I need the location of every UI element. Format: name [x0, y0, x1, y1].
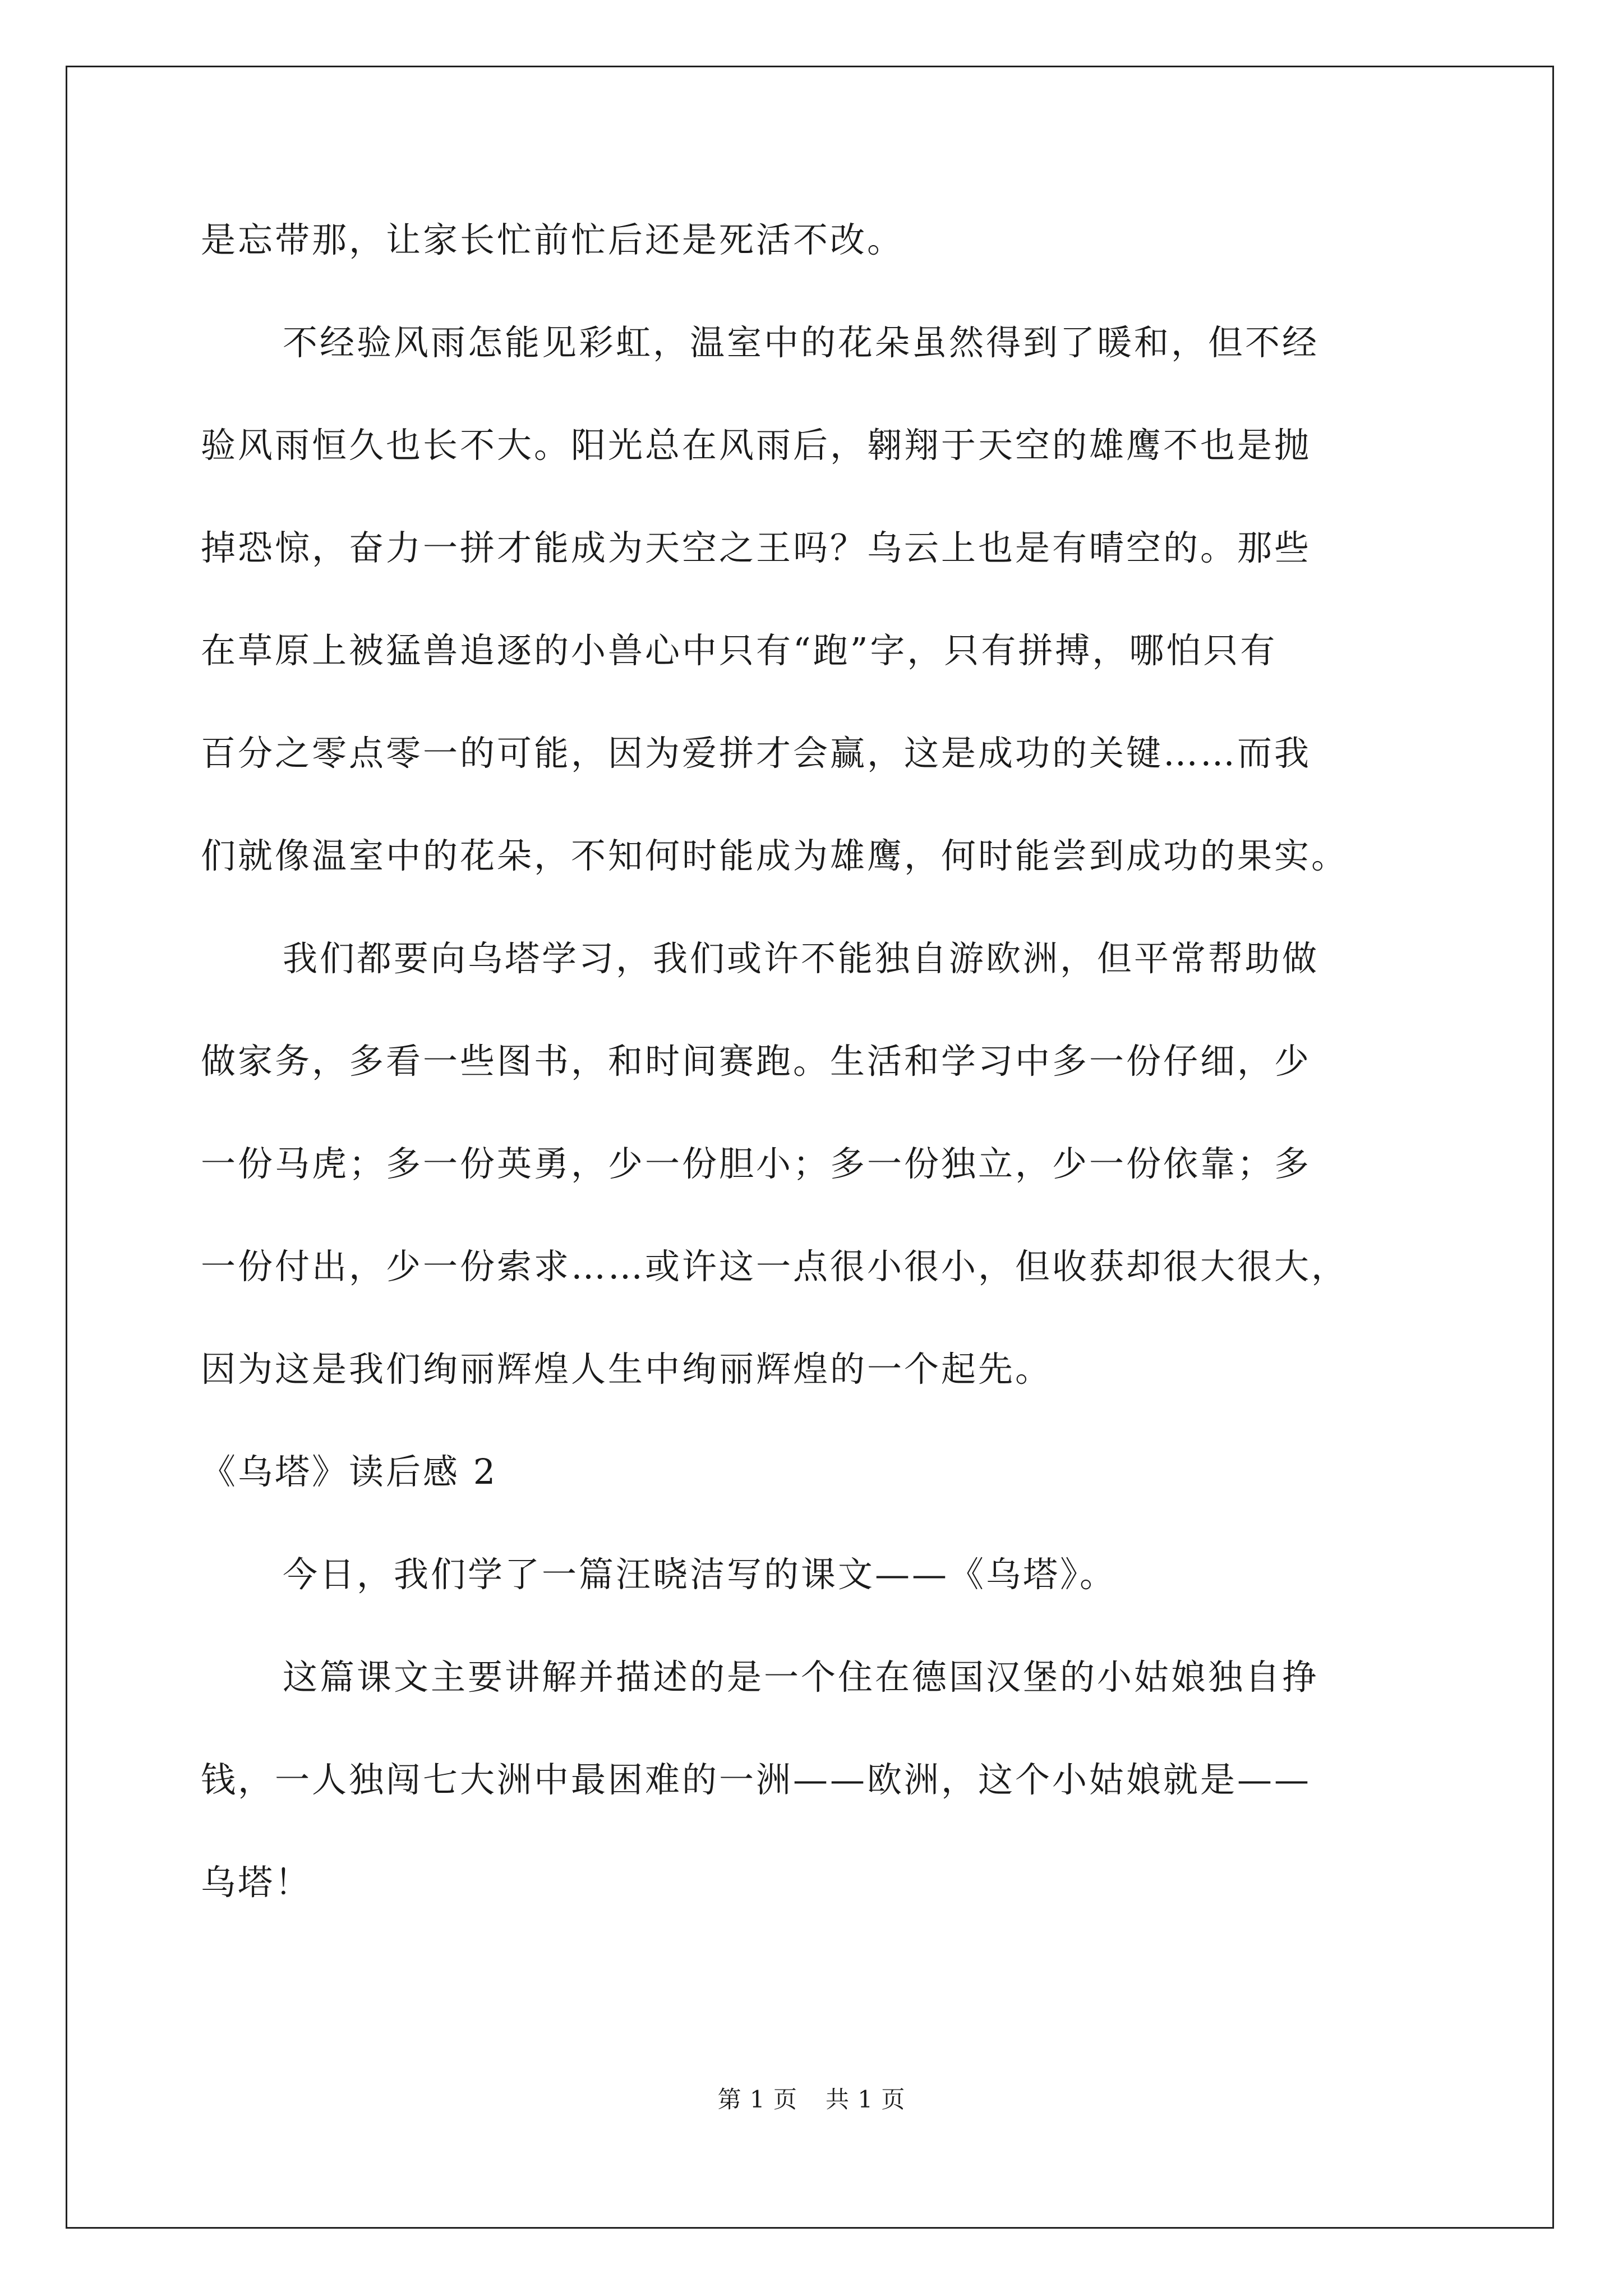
page-footer [0, 2081, 1623, 2115]
text-line: 一份付出，少一份索求……或许这一点很小很小，但收获却很大很大， [201, 1246, 1349, 1287]
page-number-current: 第 1 页 [717, 2086, 797, 2113]
text-line: 钱，一人独闯七大洲中最困难的一洲——欧洲，这个小姑娘就是—— [201, 1759, 1312, 1800]
paragraph-start-line: 不经验风雨怎能见彩虹，温室中的花朵虽然得到了暖和，但不经 [283, 322, 1320, 363]
text-line: 一份马虎；多一份英勇，少一份胆小；多一份独立，少一份依靠；多 [201, 1143, 1312, 1184]
document-body [201, 206, 1432, 1952]
paragraph-start-line: 我们都要向乌塔学习，我们或许不能独自游欧洲，但平常帮助做 [283, 938, 1320, 979]
text-line: 百分之零点零一的可能，因为爱拼才会赢，这是成功的关键……而我 [201, 733, 1312, 774]
page-number-total: 共 1 页 [826, 2086, 906, 2113]
paragraph-start-line: 今日，我们学了一篇汪晓洁写的课文——《乌塔》。 [283, 1554, 1117, 1595]
text-line: 在草原上被猛兽追逐的小兽心中只有“跑”字，只有拼搏，哪怕只有 [201, 630, 1278, 671]
section-heading: 《乌塔》读后感 2 [201, 1451, 498, 1492]
text-line: 掉恐惊，奋力一拼才能成为天空之王吗？乌云上也是有晴空的。那些 [201, 527, 1312, 568]
text-line: 验风雨恒久也长不大。阳光总在风雨后，翱翔于天空的雄鹰不也是抛 [201, 425, 1312, 466]
text-line: 们就像温室中的花朵，不知何时能成为雄鹰，何时能尝到成功的果实。 [201, 835, 1349, 876]
paragraph-start-line: 这篇课文主要讲解并描述的是一个住在德国汉堡的小姑娘独自挣 [283, 1657, 1320, 1697]
text-line: 是忘带那，让家长忙前忙后还是死活不改。 [201, 219, 905, 260]
text-line: 做家务，多看一些图书，和时间赛跑。生活和学习中多一份仔细，少 [201, 1041, 1312, 1082]
text-line: 因为这是我们绚丽辉煌人生中绚丽辉煌的一个起先。 [201, 1349, 1053, 1389]
text-line: 乌塔！ [201, 1862, 312, 1903]
